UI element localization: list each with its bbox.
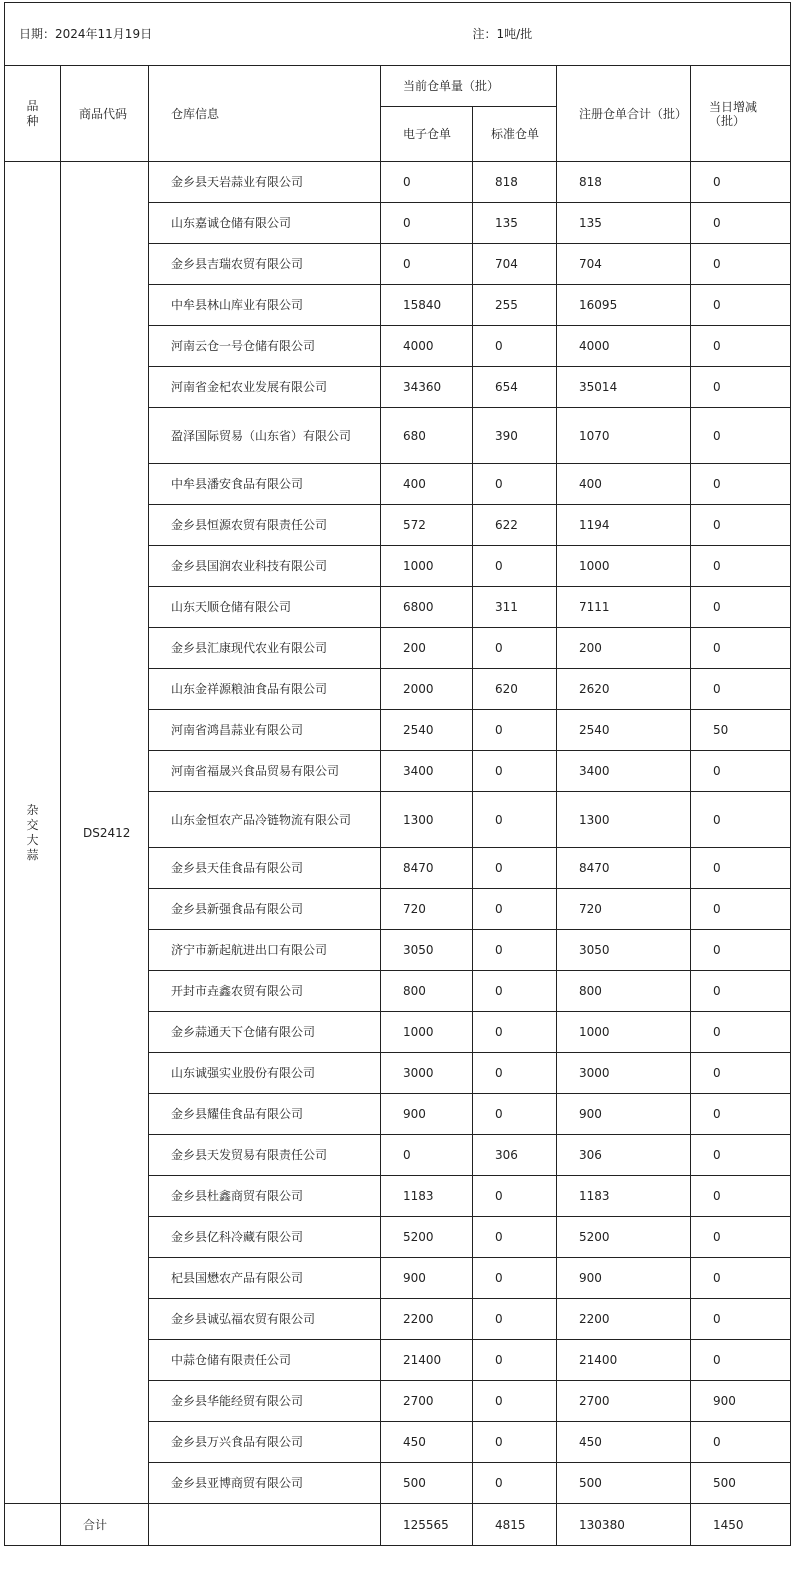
registered-total-cell: 1000 <box>557 546 691 587</box>
daily-change-cell: 0 <box>691 792 791 848</box>
standard-receipt-cell: 622 <box>473 505 557 546</box>
product-code-cell: DS2412 <box>61 162 149 1504</box>
daily-change-cell: 0 <box>691 1340 791 1381</box>
warehouse-name-cell: 河南省福晟兴食品贸易有限公司 <box>149 751 381 792</box>
registered-total-cell: 135 <box>557 203 691 244</box>
warehouse-name-cell: 金乡县亚博商贸有限公司 <box>149 1463 381 1504</box>
registered-total-cell: 306 <box>557 1135 691 1176</box>
electronic-receipt-cell: 0 <box>381 162 473 203</box>
daily-change-cell: 0 <box>691 1422 791 1463</box>
electronic-receipt-cell: 450 <box>381 1422 473 1463</box>
registered-total-cell: 1070 <box>557 408 691 464</box>
date-text: 日期：2024年11月19日 <box>5 3 473 66</box>
daily-change-cell: 0 <box>691 1094 791 1135</box>
col-product-code: 商品代码 <box>61 66 149 162</box>
registered-total-cell: 704 <box>557 244 691 285</box>
registered-total-cell: 7111 <box>557 587 691 628</box>
totals-row <box>5 1504 791 1546</box>
standard-receipt-cell: 0 <box>473 889 557 930</box>
warehouse-name-cell: 金乡县亿科冷藏有限公司 <box>149 1217 381 1258</box>
electronic-receipt-cell: 3050 <box>381 930 473 971</box>
electronic-receipt-cell: 200 <box>381 628 473 669</box>
standard-receipt-cell: 135 <box>473 203 557 244</box>
standard-receipt-cell: 0 <box>473 1053 557 1094</box>
daily-change-cell: 0 <box>691 285 791 326</box>
standard-receipt-cell: 0 <box>473 628 557 669</box>
col-variety: 品种 <box>5 66 61 162</box>
totals-electronic-cell: 125565 <box>381 1504 473 1546</box>
daily-change-cell: 0 <box>691 1299 791 1340</box>
warehouse-name-cell: 河南省鸿昌蒜业有限公司 <box>149 710 381 751</box>
standard-receipt-cell: 0 <box>473 1422 557 1463</box>
registered-total-cell: 2200 <box>557 1299 691 1340</box>
standard-receipt-cell: 0 <box>473 848 557 889</box>
warehouse-receipt-table <box>4 2 791 1546</box>
warehouse-name-cell: 杞县国懋农产品有限公司 <box>149 1258 381 1299</box>
electronic-receipt-cell: 0 <box>381 244 473 285</box>
standard-receipt-cell: 0 <box>473 326 557 367</box>
registered-total-cell: 900 <box>557 1258 691 1299</box>
col-daily-change: 当日增减（批） <box>691 66 791 162</box>
daily-change-cell: 50 <box>691 710 791 751</box>
registered-total-cell: 4000 <box>557 326 691 367</box>
electronic-receipt-cell: 34360 <box>381 367 473 408</box>
warehouse-name-cell: 金乡县天岩蒜业有限公司 <box>149 162 381 203</box>
standard-receipt-cell: 818 <box>473 162 557 203</box>
daily-change-cell: 0 <box>691 1053 791 1094</box>
registered-total-cell: 35014 <box>557 367 691 408</box>
daily-change-cell: 0 <box>691 930 791 971</box>
registered-total-cell: 1300 <box>557 792 691 848</box>
warehouse-name-cell: 河南云仓一号仓储有限公司 <box>149 326 381 367</box>
standard-receipt-cell: 0 <box>473 1176 557 1217</box>
warehouse-name-cell: 金乡县华能经贸有限公司 <box>149 1381 381 1422</box>
daily-change-cell: 0 <box>691 587 791 628</box>
col-warehouse: 仓库信息 <box>149 66 381 162</box>
electronic-receipt-cell: 5200 <box>381 1217 473 1258</box>
daily-change-cell: 0 <box>691 408 791 464</box>
unit-note: 注：1吨/批 <box>473 3 791 66</box>
daily-change-cell: 0 <box>691 889 791 930</box>
variety-cell: 杂交大蒜 <box>5 162 61 1504</box>
registered-total-cell: 800 <box>557 971 691 1012</box>
standard-receipt-cell: 0 <box>473 751 557 792</box>
daily-change-cell: 0 <box>691 464 791 505</box>
electronic-receipt-cell: 500 <box>381 1463 473 1504</box>
totals-blank-cell <box>5 1504 61 1546</box>
standard-receipt-cell: 0 <box>473 1299 557 1340</box>
daily-change-cell: 0 <box>691 1135 791 1176</box>
standard-receipt-cell: 311 <box>473 587 557 628</box>
standard-receipt-cell: 0 <box>473 1463 557 1504</box>
standard-receipt-cell: 0 <box>473 1258 557 1299</box>
warehouse-name-cell: 金乡县耀佳食品有限公司 <box>149 1094 381 1135</box>
registered-total-cell: 900 <box>557 1094 691 1135</box>
standard-receipt-cell: 0 <box>473 1094 557 1135</box>
standard-receipt-cell: 255 <box>473 285 557 326</box>
totals-change-cell: 1450 <box>691 1504 791 1546</box>
daily-change-cell: 0 <box>691 244 791 285</box>
electronic-receipt-cell: 3400 <box>381 751 473 792</box>
registered-total-cell: 818 <box>557 162 691 203</box>
electronic-receipt-cell: 572 <box>381 505 473 546</box>
daily-change-cell: 0 <box>691 848 791 889</box>
warehouse-name-cell: 金乡蒜通天下仓储有限公司 <box>149 1012 381 1053</box>
header-row <box>5 3 791 66</box>
daily-change-cell: 0 <box>691 669 791 710</box>
warehouse-name-cell: 山东嘉诚仓储有限公司 <box>149 203 381 244</box>
warehouse-name-cell: 金乡县天佳食品有限公司 <box>149 848 381 889</box>
standard-receipt-cell: 390 <box>473 408 557 464</box>
registered-total-cell: 450 <box>557 1422 691 1463</box>
column-header-row-1 <box>5 66 791 107</box>
electronic-receipt-cell: 21400 <box>381 1340 473 1381</box>
daily-change-cell: 0 <box>691 1012 791 1053</box>
standard-receipt-cell: 306 <box>473 1135 557 1176</box>
registered-total-cell: 1000 <box>557 1012 691 1053</box>
daily-change-cell: 0 <box>691 1176 791 1217</box>
electronic-receipt-cell: 8470 <box>381 848 473 889</box>
warehouse-name-cell: 中蒜仓储有限责任公司 <box>149 1340 381 1381</box>
registered-total-cell: 200 <box>557 628 691 669</box>
electronic-receipt-cell: 1183 <box>381 1176 473 1217</box>
registered-total-cell: 720 <box>557 889 691 930</box>
col-current-receipts: 当前仓单量（批） <box>381 66 557 107</box>
registered-total-cell: 1194 <box>557 505 691 546</box>
totals-warehouse-blank <box>149 1504 381 1546</box>
standard-receipt-cell: 0 <box>473 1012 557 1053</box>
electronic-receipt-cell: 400 <box>381 464 473 505</box>
standard-receipt-cell: 620 <box>473 669 557 710</box>
warehouse-name-cell: 金乡县吉瑞农贸有限公司 <box>149 244 381 285</box>
warehouse-name-cell: 山东金恒农产品冷链物流有限公司 <box>149 792 381 848</box>
registered-total-cell: 5200 <box>557 1217 691 1258</box>
registered-total-cell: 500 <box>557 1463 691 1504</box>
electronic-receipt-cell: 6800 <box>381 587 473 628</box>
col-standard: 标准仓单 <box>473 107 557 162</box>
daily-change-cell: 0 <box>691 367 791 408</box>
daily-change-cell: 0 <box>691 203 791 244</box>
registered-total-cell: 2620 <box>557 669 691 710</box>
totals-total-cell: 130380 <box>557 1504 691 1546</box>
electronic-receipt-cell: 720 <box>381 889 473 930</box>
warehouse-name-cell: 金乡县恒源农贸有限责任公司 <box>149 505 381 546</box>
electronic-receipt-cell: 1300 <box>381 792 473 848</box>
registered-total-cell: 8470 <box>557 848 691 889</box>
daily-change-cell: 500 <box>691 1463 791 1504</box>
electronic-receipt-cell: 2000 <box>381 669 473 710</box>
standard-receipt-cell: 0 <box>473 930 557 971</box>
daily-change-cell: 0 <box>691 628 791 669</box>
warehouse-name-cell: 盈泽国际贸易（山东省）有限公司 <box>149 408 381 464</box>
registered-total-cell: 2540 <box>557 710 691 751</box>
standard-receipt-cell: 0 <box>473 792 557 848</box>
electronic-receipt-cell: 4000 <box>381 326 473 367</box>
warehouse-name-cell: 金乡县新强食品有限公司 <box>149 889 381 930</box>
totals-standard-cell: 4815 <box>473 1504 557 1546</box>
standard-receipt-cell: 654 <box>473 367 557 408</box>
warehouse-name-cell: 金乡县国润农业科技有限公司 <box>149 546 381 587</box>
electronic-receipt-cell: 15840 <box>381 285 473 326</box>
warehouse-name-cell: 金乡县诚弘福农贸有限公司 <box>149 1299 381 1340</box>
electronic-receipt-cell: 2200 <box>381 1299 473 1340</box>
daily-change-cell: 0 <box>691 751 791 792</box>
daily-change-cell: 0 <box>691 162 791 203</box>
col-electronic: 电子仓单 <box>381 107 473 162</box>
electronic-receipt-cell: 0 <box>381 1135 473 1176</box>
electronic-receipt-cell: 800 <box>381 971 473 1012</box>
electronic-receipt-cell: 2700 <box>381 1381 473 1422</box>
daily-change-cell: 900 <box>691 1381 791 1422</box>
daily-change-cell: 0 <box>691 546 791 587</box>
page <box>4 2 798 1568</box>
daily-change-cell: 0 <box>691 1258 791 1299</box>
standard-receipt-cell: 704 <box>473 244 557 285</box>
daily-change-cell: 0 <box>691 971 791 1012</box>
electronic-receipt-cell: 900 <box>381 1094 473 1135</box>
registered-total-cell: 3050 <box>557 930 691 971</box>
electronic-receipt-cell: 3000 <box>381 1053 473 1094</box>
standard-receipt-cell: 0 <box>473 546 557 587</box>
col-registered-total: 注册仓单合计（批） <box>557 66 691 162</box>
electronic-receipt-cell: 1000 <box>381 546 473 587</box>
warehouse-name-cell: 山东天顺仓储有限公司 <box>149 587 381 628</box>
electronic-receipt-cell: 0 <box>381 203 473 244</box>
warehouse-name-cell: 中牟县潘安食品有限公司 <box>149 464 381 505</box>
electronic-receipt-cell: 900 <box>381 1258 473 1299</box>
electronic-receipt-cell: 680 <box>381 408 473 464</box>
daily-change-cell: 0 <box>691 326 791 367</box>
registered-total-cell: 3400 <box>557 751 691 792</box>
totals-label: 合计 <box>61 1504 149 1546</box>
warehouse-name-cell: 山东诚强实业股份有限公司 <box>149 1053 381 1094</box>
standard-receipt-cell: 0 <box>473 710 557 751</box>
registered-total-cell: 16095 <box>557 285 691 326</box>
warehouse-name-cell: 开封市垚鑫农贸有限公司 <box>149 971 381 1012</box>
warehouse-name-cell: 金乡县汇康现代农业有限公司 <box>149 628 381 669</box>
warehouse-name-cell: 济宁市新起航进出口有限公司 <box>149 930 381 971</box>
electronic-receipt-cell: 2540 <box>381 710 473 751</box>
registered-total-cell: 3000 <box>557 1053 691 1094</box>
standard-receipt-cell: 0 <box>473 971 557 1012</box>
warehouse-name-cell: 中牟县林山库业有限公司 <box>149 285 381 326</box>
table-row <box>5 162 791 203</box>
registered-total-cell: 400 <box>557 464 691 505</box>
standard-receipt-cell: 0 <box>473 1217 557 1258</box>
daily-change-cell: 0 <box>691 505 791 546</box>
warehouse-name-cell: 金乡县天发贸易有限责任公司 <box>149 1135 381 1176</box>
daily-change-cell: 0 <box>691 1217 791 1258</box>
warehouse-name-cell: 山东金祥源粮油食品有限公司 <box>149 669 381 710</box>
registered-total-cell: 1183 <box>557 1176 691 1217</box>
standard-receipt-cell: 0 <box>473 1340 557 1381</box>
warehouse-name-cell: 金乡县杜鑫商贸有限公司 <box>149 1176 381 1217</box>
standard-receipt-cell: 0 <box>473 464 557 505</box>
electronic-receipt-cell: 1000 <box>381 1012 473 1053</box>
registered-total-cell: 2700 <box>557 1381 691 1422</box>
standard-receipt-cell: 0 <box>473 1381 557 1422</box>
warehouse-name-cell: 金乡县万兴食品有限公司 <box>149 1422 381 1463</box>
warehouse-name-cell: 河南省金杞农业发展有限公司 <box>149 367 381 408</box>
registered-total-cell: 21400 <box>557 1340 691 1381</box>
